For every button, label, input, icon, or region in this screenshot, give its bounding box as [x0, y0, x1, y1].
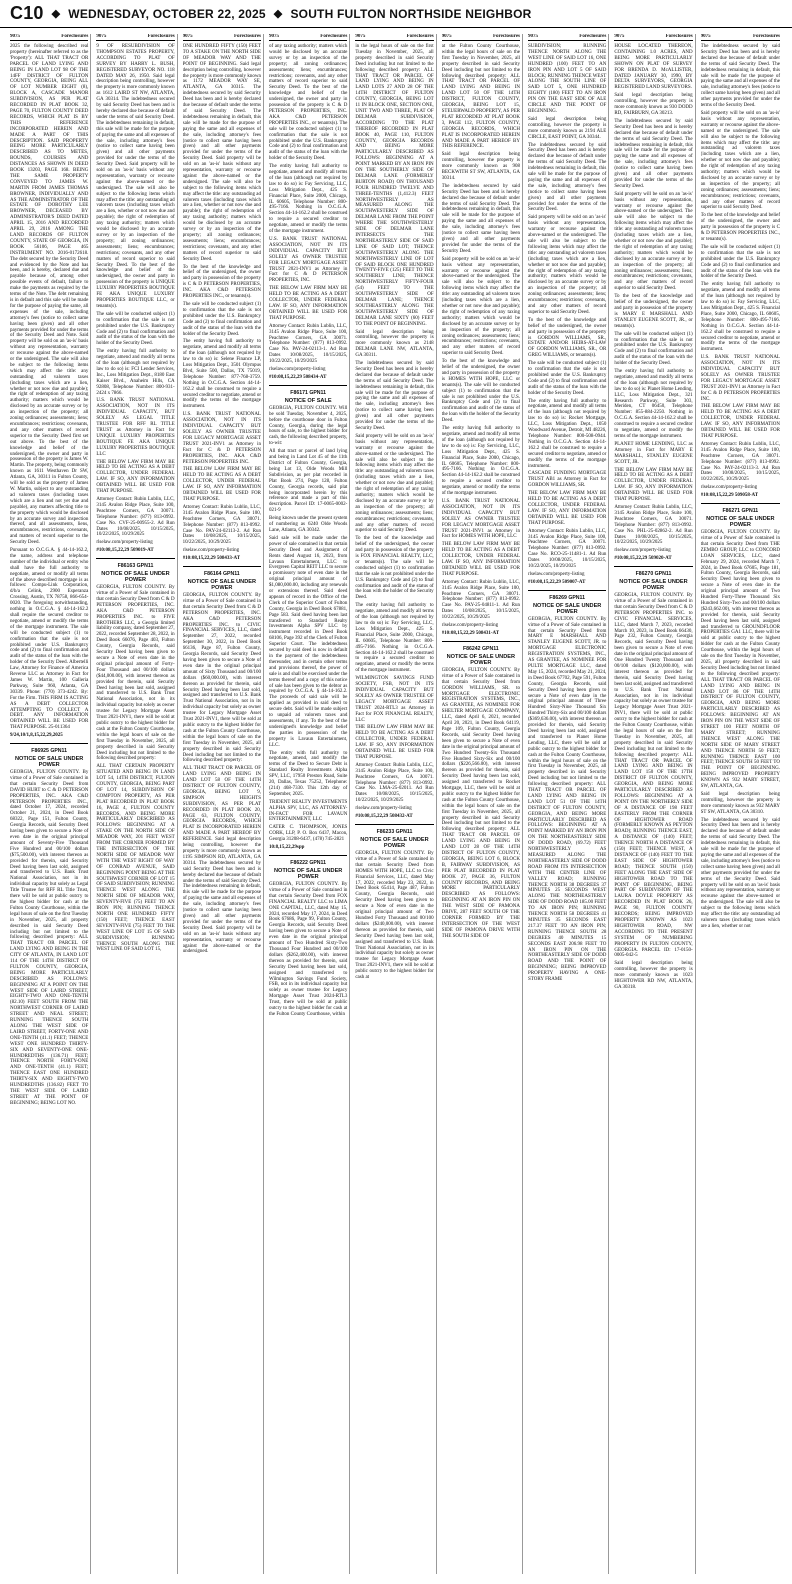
notice-paragraph: Said property will be sold on an 'as-is' basis without any representation, warranty or recourse against the above-named or the undersigned. The sale will also be subject to the following items which may affect the title: any outstanding ad valorem taxes (including taxes which are a lien, whether or not now due and payable); the right of redemption of any taxing authority; matters which would be disclosed by an accurate survey or by an inspection of the property; all zoning ordinances; assessments; liens; encumbrances; restrictions; covenants, and any other matters of record superior to said Security Deed.	[441, 256, 520, 357]
notice-paragraph: THE BELOW LAW FIRM MAY BE HELD TO BE ACTING AS A DEBT COLLECTOR, UNDER FEDERAL LAW. IF SO, ANY INFORMATION OBTAINED WILL BE USED FOR THAT PURPOSE.	[96, 459, 175, 495]
notice-paragraph: rlselaw.com/property-listing	[700, 485, 758, 491]
notice-paragraph: THE BELOW LAW FIRM MAY BE HELD TO BE ACTING AS A DEBT COLLECTOR, UNDER FEDERAL LAW. IF SO, ANY INFORMATION OBTAINED WILL BE USED FOR THAT PURPOSE.	[182, 467, 261, 502]
notice-paragraph: ONE HUNDRED FIFTY (150) FEET TO A STAKE ON THE NORTH SIDE OF MEADOR WAY AND THE POINT OF BEGINNING. Said legal description being controlling, however the property is more commonly known as 1172 MEADOR WAY SE, ATLANTA, GA 30315. The indebtedness secured by said Security Deed has been and is hereby declared due because of default under the terms of said Security Deed. The indebtedness remaining in default, this sale will be made for the purpose of paying the same and all expenses of the sale, including attorney's fees (notice to collect same having been given) and all other payments provided for under the terms of the Security Deed. Said property will be sold on an 'as-is' basis without any representation, warranty or recourse against the above-named or the undersigned. The sale will also be subject to the following items which may affect the title: any outstanding ad valorem taxes (including taxes which are a lien, whether or not now due and payable); the right of redemption of any taxing authority; matters which would be disclosed by an accurate survey or by an inspection of the property; all zoning ordinances; assessments; liens; encumbrances; restrictions; covenants, and any other matters of record superior to said Security Deed.	[182, 44, 261, 262]
category-label: Foreclosures	[320, 34, 348, 39]
notice-paragraph: rlselaw.com/property-listing	[96, 540, 153, 546]
notice-paragraph: Said legal description being controlling, however the property is more commonly known as 930 DODD RD, FAIRBURN, GA 30213.	[614, 93, 693, 116]
notice-column	[10, 34, 91, 1574]
notice-paragraph: To the best of the knowledge and belief of the undersigned, the owner and party in possession of the property is MARY E MARSHALL AND STANLEY EUGENE SCOTT, JR., or tenants(s).	[614, 294, 693, 329]
notice-divider	[701, 503, 780, 504]
notice-paragraph: The indebtedness secured by said Security Deed has been and is hereby declared due because of default under the terms of said Security Deed. The indebtedness remaining in default, this sale will be made for the purpose of paying the same and all expenses of the sale, including attorney's fees (notice to collect same having been given) and all other payments provided for under the terms of the Security Deed.	[528, 142, 607, 213]
notice-paragraph: CATER C. THOMPSON, JONES CORK, LLP, P. O. Box 6437, Macon, Georgia 31208-6437, (478) 745-2821	[269, 825, 348, 843]
notice-paragraph: The entity having full authority to negotiate, amend and modify all terms of the loan (although not required by law to do so) is: Fay Servicing, LLC, Loss Mitigation Dept., 425 S. Financial Place, Suite 2000, Chicago, IL 60605, Telephone Number: 800-495-7166. Nothing in O.C.G.A. Section 44-14-162.2 shall be construed to require a secured creditor to negotiate, amend or modify the terms of the mortgage instrument.	[700, 282, 780, 353]
notice-paragraph: The entity having full authority to negotiate, amend and modify all terms of the loan (although not required by law to do so) is: Fay Servicing, LLC, Loss Mitigation Dept., 425 S. Financial Place, Suite 2000, Chicago, IL 60605, Telephone Number: 800-495-7166. Nothing in O.C.G.A. Section 44-14-162.2 shall be construed to require a secured creditor to negotiate, amend or modify the terms of the mortgage instrument.	[441, 426, 520, 497]
notice-divider	[528, 590, 606, 591]
notice-column	[269, 34, 350, 1574]
notice-title: NOTICE OF SALE UNDER POWER	[532, 602, 602, 615]
notice-paragraph: ALL THAT CERTAIN PROPERTY SITUATED AND BEING IN LAND LOT 54, 14TH DISTRICT, FULTON COUNTY, GEORGIA, BEING PART OF LOT 14, SUBDIVISION OF COMPTON PROPERTY, AS PER PLAT RECORDED IN PLAT BOOK 16, PAGE 4, FULTON COUNTY RECORDS, AND BEING MORE PARTICULARLY DESCRIBED AS FOLLOWS: BEGINNING AT A STAKE ON THE NORTH SIDE OF MEADOR WAY, 201 FEET WEST FROM THE CORNER FORMED BY THE INTERSECTION OF THE NORTH SIDE OF MEADOR WAY WITH THE WEST RIGHT OF WAY OF CONRAD AVENUE, SAID BEGINNING POINT BEING AT THE SOUTHWEST CORNER OF LOT 15 OF SAID SUBDIVISION; RUNNING THENCE WEST ALONG THE NORTH SIDE OF MEADOR WAY, SEVENTY-FIVE (75) FEET TO AN IRON PIN; RUNNING THENCE NORTH ONE HUNDRED FIFTY (150) FEET; THENCE EAST SEVENTY-FIVE (75) FEET TO THE WEST LINE OF LOT 15 OF SAID SUBDIVISION; RUNNING THENCE SOUTH ALONG THE WEST LINE OF SAID LOT 15,	[96, 764, 175, 953]
notice-paragraph: in the legal hours of sale on the first Tuesday in November, 2025, all property described in said Security Deed including but not limited to the following described property: ALL THAT TRACT OR PARCEL OF LAND LYING AND BEING IN LAND LOTS 27 AND 28 OF THE 14TH DISTRICT OF FULTON COUNTY, GEORGIA, BEING LOT 11 IN BLOCK ONE, SECTION ONE, UNIT TWO AND THREE, PLAT OF DELMAR SUBDIVISION, ACCORDING TO THE PLAT THEREOF RECORDED IN PLAT BOOK 40, PAGE 110, FULTON COUNTY, GEORGIA RECORDS AND BEING MORE PARTICULARLY DESCRIBED AS FOLLOWS: BEGINNING AT A POINT MARKED BY AN IRON PIN ON THE SOUTHERLY SIDE OF DELMAR LANE (FORMERLY BURTON ROAD) ON THOUSAND FOUR HUNDRED TWELVE AND THREE-TENTHS (1,412.3) FEET NORTHWESTERLY AS MEASURED ALONG THE SOUTHWESTERLY SIDE OF DELMAR LANE FROM THE POINT WHERE THE SOUTHWESTERLY SIDE OF DELMAR LANE INTERSECTS THE NORTHEASTERLY SIDE OF SAID LINE OF SAID LOT; THENCE SOUTHWESTERLY ALONG THE NORTHWESTERLY LINE OF LOT OF SAID BLOCK ONE HUNDRED TWENTY-FIVE (125) FEET TO THE SOUTHERLY LINE; THENCE NORTHWESTERLY FIFTY-FOUR (54) FEET TO THE SOUTHWESTERLY SIDE OF DELMAR LANE; THENCE SOUTHEASTERLY ALONG THE SOUTHWESTERLY SIDE OF DELMAR LANE SIXTY (60) FEET TO THE POINT OF BEGINNING.	[355, 44, 434, 327]
notice-reference: #10:08,15,22,29 508433-AT	[182, 556, 241, 562]
notice-paragraph: GEORGIA, FULTON COUNTY. By virtue of a Power of Sale contained in that certain Security Deed from C & D PETERSON PROPERTIES INC. to CIVIC FINANCIAL SERVICES, LLC, dated March 7, 2023, recorded March 10, 2023, in Deed Book 66430, Page 232, Fulton County, Georgia Records, said Security Deed having been given to secure a Note of even date in the original principal amount of One Hundred Twenty Thousand and 00/100 dollars ($120,000.00), with interest thereon as provided for therein, said Security Deed having been last sold, assigned and transferred to U.S. Bank Trust National Association, not in its individual capacity but solely as owner trustee for Legacy Mortgage Asset Trust 2021-INV1, there will be sold at public outcry to the highest bidder for cash at the Fulton County Courthouse, within the legal hours of sale on the first Tuesday in November, 2025, all property described in said Security Deed including but not limited to the following described property: ALL THAT TRACT OR PARCEL OF LAND LYING AND BEING IN LAND LOT 150 OF THE 17TH DISTRICT OF FULTON COUNTY, GEORGIA, AND BEING MORE PARTICULARLY DESCRIBED AS FOLLOWS: BEGINNING AT A POINT ON THE NORTHERLY SIDE OF A DISTANCE OF 198 FEET EASTERLY FROM THE CORNER OF HIGHTOWER ROAD (FORMERLY KNOWN AS PEYTON ROAD); RUNNING THENCE EAST, A DISTANCE OF (140) FEET; THENCE NORTH A DISTANCE OF (150) FEET; THENCE WEST, A DISTANCE OF (140) FEET TO THE EAST SIDE OF HIGHTOWER ROAD; THENCE SOUTH (150) FEET ALONG THE EAST SIDE OF HIGHTOWER ROAD TO THE POINT OF BEGINNING, BEING PART OF SUBDIVISION OF THE LAURA DOYLE PROPERTY AS RECORDED IN PLAT BOOK 26, PAGE 90, FULTON COUNTY RECORDS; BEING IMPROVED PROPERTY KNOWN AS 1023 HIGHTOWER ROAD, NW ACCORDING TO THE PRESENT SYSTEM OF NUMBERING PROPERTY IN FULTON COUNTY, GEORGIA. PARCEL ID: 17-0150-0005-042-5	[614, 593, 693, 959]
notice-divider	[442, 641, 520, 642]
notice-column	[183, 34, 264, 1574]
notice-paragraph: The indebtedness secured by said Security Deed has been and is hereby declared due because of default under the terms of said Security Deed. The indebtedness remaining in default, this sale will be made for the purpose of paying the same and all expenses of the sale, including attorney's fees (notice to collect same having been given) and all other payments provided for under the terms of the Security Deed.	[355, 361, 434, 431]
notice-paragraph: The indebtedness secured by said Security Deed has been and is hereby declared due because of default under the terms of said Security Deed. The indebtedness remaining in default, this sale will be made for the purpose of paying the same and all expenses of the sale, including attorney's fees (notice to collect same having been given) and all other payments provided for under the terms of the Security Deed.	[700, 44, 780, 109]
notice-paragraph: U.S. BANK TRUST NATIONAL ASSOCIATION, NOT IN ITS INDIVIDUAL CAPACITY BUT SOLELY AS OWNER TRUSTEE FOR LEGACY MORTGAGE ASSET TRUST 2021-INV1 as Attorney in Fact for C & D PETERSON PROPERTIES INC.	[700, 355, 780, 402]
column-header	[614, 34, 692, 41]
notice-paragraph: To the best of the knowledge and belief of the undersigned, the owner and party in possession of the property is C & D PETERSON PROPERTIES INC., or tenants(s).	[700, 213, 780, 242]
notice-paragraph: Said legal description being controlling, however the property is more commonly known as 1023 HIGHTOWER RD NW, ATLANTA, GA 30318.	[614, 961, 693, 990]
notice-paragraph: THE BELOW LAW FIRM MAY BE HELD TO BE ACTING AS A DEBT COLLECTOR, UNDER FEDERAL LAW. IF SO, ANY INFORMATION OBTAINED WILL BE USED FOR THAT PURPOSE.	[441, 542, 520, 577]
notice-column	[355, 34, 436, 1574]
notice-paragraph: rlselaw.com/property-listing	[182, 548, 240, 554]
notice-reference: #10:08,15,22,29 509019-AT	[96, 548, 154, 554]
notice-paragraph: GEORGIA, FULTON COUNTY. By virtue of a Power of Sale contained in that certain Security Deed from C & D PETERSON PROPERTIES, INC. AKA C&D PETERSON PROPERTIES INC. to CIVIC FINANCIAL SERVICES, LLC, dated September 27, 2022, recorded September 30, 2022, in Deed Book 66136, Page 87, Fulton County, Georgia Records, said Security Deed having been given to secure a Note of even date in the original principal amount of Sixty Thousand and 00/100 dollars ($60,000.00), with interest thereon as provided for therein, said Security Deed having been last sold, assigned and transferred to U.S. Bank Trust National Association, not in its individual capacity but solely as owner trustee for Legacy Mortgage Asset Trust 2021-INV1, there will be sold at public outcry to the highest bidder for cash at the Fulton County Courthouse, within the legal hours of sale on the first Tuesday in November, 2025, all property described in said Security Deed including but not limited to the following described property:	[182, 593, 261, 764]
notice-paragraph: Said property will be sold on an 'as-is' basis without any representation, warranty or recourse against the above-named or the undersigned. The sale will also be subject to the following items which may affect the title: any outstanding ad valorem taxes (including taxes which are a lien, whether or not now due and payable); the right of redemption of any taxing authority; matters which would be disclosed by an accurate survey or by an inspection of the property; all zoning ordinances; assessments; liens; encumbrances; restrictions; covenants, and any other matters of record superior to said Security Deed.	[700, 110, 780, 211]
notice-paragraph: GEORGIA, FULTON COUNTY. By virtue of a Power of Sale contained in that certain Security Deed from GORDON WILLIAMS, SR. to MORTGAGE ELECTRONIC REGISTRATION SYSTEMS, INC., AS GRANTEE, AS NOMINEE FOR SHELTER MORTGAGE COMPANY, LLC, dated April 6, 2021, recorded April 20, 2021, in Deed Book 64119, Page 109, Fulton County, Georgia Records, said Security Deed having been given to secure a Note of even date in the original principal amount of Two Hundred Twenty-Six Thousand Five Hundred Sixty-Six and 00/100 dollars ($226,566.00), with interest thereon as provided for therein, said Security Deed having been last sold, assigned and transferred to Rocket Mortgage, LLC, there will be sold at public outcry to the highest bidder for cash at the Fulton County Courthouse, within the legal hours of sale on the first Tuesday in November, 2025, all property described in said Security Deed including but not limited to the following described property: ALL THAT TRACT OR PARCEL OF LAND LYING AND BEING IN LAND LOT 28 OF THE 14TH DISTRICT OF FULTON COUNTY, GEORGIA, BEING LOT 6, BLOCK B, FAIRWAY SUBDIVISION, AS PER PLAT RECORDED IN PLAT BOOK 27, PAGE 36, FULTON COUNTY RECORDS, AND BEING MORE PARTICULARLY DESCRIBED AS FOLLOWS: BEGINNING AT AN IRON PIN ON THE WEST SIDE OF PAMONA DRIVE, 287 FEET SOUTH OF THE CORNER FORMED BY THE INTERSECTION OF THE WEST SIDE OF PAMONA DRIVE WITH THE SOUTH SIDE OF	[441, 667, 520, 939]
notice-paragraph: The indebtedness secured by said Security Deed has been and is hereby declared due because of default under the terms of said Security Deed. The indebtedness remaining in default, this sale will be made for the purpose of paying the same and all expenses of the sale, including attorney's fees (notice to collect same having been given) and all other payments provided for under the terms of the Security Deed.	[614, 118, 693, 189]
notice-reference: 9/24,10/1,8,15,22,29,2025	[10, 733, 63, 739]
notice-paragraph: TRIDENT REALTY INVESTMENTS ALPHA SPV, LLC, AS ATTORNEY-IN-FACT FOR LAVAUN ENTERTAINMENT, LLC	[269, 799, 348, 823]
category-label: Foreclosures	[147, 34, 175, 39]
notice-paragraph: GEORGIA, FULTON COUNTY. By virtue of a Power of Sale contained in that certain Security Deed from THE ZEMBO GROUP, LLC to CONCORD LOAN SERVICES, LLC, dated February 29, 2024, recorded March 7, 2024, in Deed Book 67605, Page 181, Fulton County, Georgia Records, said Security Deed having been given to secure a Note of even date in the original principal amount of Two Hundred Forty-Three Thousand Six Hundred Sixty-Two and 00/100 dollars ($243,662.00), with interest thereon as provided for therein, said Security Deed having been last sold, assigned and transferred to GROUNDFLOOR PROPERTIES GA1 LLC, there will be sold at public outcry to the highest bidder for cash at the Fulton County Courthouse, within the legal hours of sale on the first Tuesday in November, 2025, all property described in said Security Deed including but not limited to the following described property: ALL THAT TRACT OR PARCEL OF LAND LYING AND BEING IN LAND LOT 86 OF THE 14TH DISTRICT OF FULTON COUNTY, GEORGIA, AND BEING MORE PARTICULARLY DESCRIBED AS FOLLOWS: BEGINNING AT AN IRON PIN ON THE WEST SIDE OF STREET 100 FEET NORTH OF MARY STREET; RUNNING THENCE WEST ALONG THE NORTH SIDE OF MARY STREET AND THENCE NORTH 50 FEET; RUNNING THENCE EAST 100 FEET; THENCE SOUTH 50 FEET TO THE POINT OF BEGINNING. BEING IMPROVED PROPERTY KNOWN AS 932 MARY STREET, SW, ATLANTA, GA.	[700, 530, 780, 790]
notice-paragraph: 9 OF RESUBDIVISION OF THOMPSON ESTATES PROPERTY, ACCORDING TO PLAT OF SURVEY BY HARRY L. BUSH, REGISTERED SURVEYOR NO. 118 DATED MAY 26, 1950. Said legal description being controlling, however the property is more commonly known as 1612 LAIRD ST NW, ATLANTA, GA 30314. The indebtedness secured by said Security Deed has been and is hereby declared due because of default under the terms of said Security Deed. The indebtedness remaining in default, this sale will be made for the purpose of paying the same and all expenses of the sale, including attorney's fees (notice to collect same having been given) and all other payments provided for under the terms of the Security Deed. Said property will be sold on an 'as-is' basis without any representation, warranty or recourse against the above-named or the undersigned. The sale will also be subject to the following items which may affect the title: any outstanding ad valorem taxes (including taxes which are a lien, whether or not now due and payable); the right of redemption of any taxing authority; matters which would be disclosed by an accurate survey or by an inspection of the property; all zoning ordinances; assessments; liens; encumbrances; restrictions; covenants, and any other matters of record superior to said Security Deed. To the best of the knowledge and belief of the undersigned, the owner and party in possession of the property is UNIQUE LUXURY PROPERTIES BOUTIQUE FE AKA UNIQUE LUXURY PROPERTIES BOUTIQUE LLC, or tenants(s).	[96, 44, 175, 309]
notice-paragraph: Said legal description being controlling, however the property is more commonly known as 2194 ALE CIRCLE, EAST POINT, GA 30344.	[528, 116, 607, 140]
notice-paragraph: rlselaw.com/property-listing	[269, 367, 326, 373]
notice-paragraph: GEORGIA, FULTON COUNTY. By virtue of a Power of Sale contained in that certain Security Deed from FOX FINANCIAL REALTY LLC to LIMA ONE CAPITAL, LLC, dated May 15, 2024, recorded May 17, 2024, in Deed Book 67686, Page 99, Fulton County, Georgia Records, said Security Deed having been given to secure a Note of even date in the original principal amount of Two Hundred Sixty-Two Thousand Four Hundred and 00/100 dollars ($262,400.00), with interest thereon as provided for therein, said Security Deed having been last sold, assigned and transferred to Wilmington Savings Fund Society, FSB, not in its individual capacity but solely as owner trustee for Legacy Mortgage Asset Trust 2024-RTL3 Trust, there will be sold at public outcry to the highest bidder for cash at the Fulton County Courthouse, within	[269, 882, 348, 1017]
notice-title: NOTICE OF SALE UNDER POWER	[14, 756, 84, 769]
notice-column	[96, 34, 177, 1574]
column-header	[442, 34, 520, 41]
notice-paragraph: Said sale will be made under the power of sale contained in that certain Security Deed and Assignment of Rents dated August 16, 2023, from Lavaun Entertainment, LLC to Evergreen Capital REIT LLC to secure a promissory note of even date in the original principal amount of $1,080,000.00, including any renewals or extensions thereof. Said deed appears of record in the Office of the Clerk of the Superior Court of Fulton County, Georgia in Deed Book 67881, Page 583. Said deed having been last transferred to Standard Realty Investments Alpha SPV LLC by instrument recorded in Deed Book 68106, Page 392 of the Clerk of Fulton Superior Court. The indebtedness secured by said deed is now in default in the payment of the indebtedness thereunder, and in certain other terms and provisions thereof, the power of sale is and shall be exercised under the terms thereof and a copy of this notice of sale has been given to the debtor as required by O.C.G.A. § 44-14-162.2. The proceeds of said sale will be applied as provided in said deed to secure debt. Said will be made subject to unpaid ad valorem taxes and assessments, if any. To the best of the undersigned's knowledge and belief the parties in possession of the property is Lavaun Entertainment, LLC.	[269, 535, 348, 748]
category-code: 9075	[96, 34, 107, 39]
column-header	[355, 34, 433, 41]
notice-paragraph: Being known under the present system of numbering as 6240 Olde Woods Lane, Atlanta, GA 30342.	[269, 516, 348, 533]
column-header	[269, 34, 347, 41]
category-code: 9075	[441, 34, 452, 39]
notice-paragraph: THE BELOW LAW FIRM MAY BE HELD TO BE ACTING AS A DEBT COLLECTOR, UNDER FEDERAL LAW. IF SO, ANY INFORMATION OBTAINED WILL BE USED FOR THAT PURPOSE.	[269, 286, 348, 321]
notice-paragraph: THE BELOW LAW FIRM MAY BE HELD TO BE ACTING AS A DEBT COLLECTOR, UNDER FEDERAL LAW. IF SO, ANY INFORMATION OBTAINED WILL BE USED FOR THAT PURPOSE.	[614, 467, 693, 503]
notice-divider	[183, 566, 261, 567]
notice-paragraph: The indebtedness secured by said Security Deed has been and is hereby declared due because of default under the terms of said Security Deed. The indebtedness remaining in default, this sale will be made for the purpose of paying the same and all expenses of the sale, including attorney's fees (notice to collect same having been given) and all other payments provided for under the terms of the Security Deed. Said property will be sold on an 'as-is' basis without any representation, warranty or recourse against the above-named or the undersigned. The sale will also be subject to the following items which may affect the title: any outstanding ad valorem taxes (including taxes which are a lien, whether or not	[700, 817, 780, 929]
notice-paragraph: WILMINGTON SAVINGS FUND SOCIETY, FSB, NOT IN ITS INDIVIDUAL CAPACITY BUT SOLELY AS OWNER TRUSTEE OF LEGACY MORTGAGE ASSET TRUST 2024-RTL3 as Attorney in Fact for FOX FINANCIAL REALTY, LLC	[355, 676, 434, 723]
section-title: SOUTH FULTON NORTHSIDE NEIGHBOR	[290, 6, 532, 21]
notice-title: NOTICE OF SALE UNDER POWER	[187, 579, 257, 592]
notice-paragraph: The entity having full authority to negotiate, amend and modify all terms of the loan (although not required by law to do so) is: Planet Home Lending, LLC, Loss Mitigation Dept., 321 Research Parkway, Suite 303, Meriden, CT 06450, Telephone Number: 855-884-2250. Nothing in O.C.G.A. Section 44-14-162.2 shall be construed to require a secured creditor to negotiate, amend or modify the terms of the mortgage instrument.	[614, 369, 693, 439]
notice-paragraph: The entity with full authority to negotiate, amend, and modify the terms of the Deed to Secure Debt is Standard Realty Investments Alpha SPV, LLC, 17950 Preston Road, Suite 20, Dallas, Texas 75252, Telephone: (214) 468-7330. This 12th day of September, 2025.	[269, 750, 348, 797]
notice-id: F86164 GPN11	[203, 571, 240, 578]
notice-title: NOTICE OF SALE UNDER POWER	[360, 837, 429, 849]
column-header	[528, 34, 606, 41]
notice-paragraph: GEORGIA, FULTON COUNTY. Will be sold Tuesday, November 4, 2025, before the courthouse door in Fulton County, Georgia, during the legal hours of sale, to the highest bidder for cash, the following described property, to-wit:	[269, 405, 348, 447]
notice-reference: 10:8,15,22,29spp	[269, 845, 305, 851]
notice-reference: #10:08,15,22,29 508434-AT	[269, 374, 327, 380]
notice-column	[614, 34, 695, 1574]
notice-id: F86269 GPN11	[549, 594, 586, 601]
category-label: Foreclosures	[61, 34, 89, 39]
notice-reference: #10:08,15,22,29 509058-AT	[700, 493, 759, 499]
notice-column	[528, 34, 609, 1574]
notice-divider	[269, 385, 347, 386]
notice-divider	[269, 855, 347, 856]
notice-divider	[96, 558, 174, 559]
notice-paragraph: To the best of the knowledge and belief of the undersigned, the owner and party in possession of the property is HOMES WITH HOPE, LLC or tenants(s). The sale will be conducted subject (1) to confirmation that the sale is not prohibited under the U.S. Bankruptcy Code and (2) to final confirmation and audit of the status of the loan with the holder of the Security Deed.	[441, 359, 520, 424]
category-label: Foreclosures	[579, 34, 607, 39]
notice-paragraph: Said legal description being controlling, however the property is more commonly known as 908 BECKWITH ST SW, ATLANTA, GA 30314.	[441, 152, 520, 181]
notice-paragraph: rlselaw.com/property-listing	[441, 623, 499, 629]
notice-paragraph: Attorney Contact: Rubin Lublin, LLC, 3145 Avalon Ridge Place, Suite 100, Peachtree Corners, GA 30071. Telephone Number: (877) 813-0992. Case No. PAY-25-04811-1. Ad Run Dates 10/08/2025, 10/15/2025, 10/22/2025, 10/29/2025	[441, 579, 520, 621]
category-code: 9075	[614, 34, 625, 39]
notice-paragraph: SUBDIVISION; RUNNING THENCE NORTH ALONG THE WEST LINE OF SAID LOT 16, ONE HUNDRED (100) FEET TO AN IRON PIN AND LOT 5 OF SAID BLOCK; RUNNING THENCE WEST ALONG THE SOUTH LINE OF SAID LOT 5, ONE HUNDRED EIGHTY (180) FEET TO AN IRON PIN ON THE EAST SIDE OF ALE CIRCLE AND THE POINT OF BEGINNING.	[528, 44, 607, 114]
notice-paragraph: Attorney Contact: Rubin Lublin, LLC, 3145 Avalon Ridge Place, Suite 100, Peachtree Corners, GA 30071. Telephone Number: (877) 813-0992. Case No. PAY-24-02113-2. Ad Run Dates 10/08/2025, 10/15/2025, 10/22/2025, 10/29/2025	[182, 504, 261, 546]
notice-title: NOTICE OF SALE	[284, 397, 332, 404]
notice-paragraph: THE BELOW LAW FIRM MAY BE HELD TO BE ACTING AS A DEBT COLLECTOR, UNDER FEDERAL LAW. IF SO, ANY INFORMATION OBTAINED WILL BE USED FOR THAT PURPOSE.	[528, 491, 607, 526]
notice-paragraph: rlselaw.com/property-listing	[528, 571, 585, 577]
notice-paragraph: The sale will be conducted subject (1) to confirmation that the sale is not prohibited under the U.S. Bankruptcy Code and (2) to final confirmation and audit of the status of the loan with the holder of the Security Deed.	[614, 331, 693, 367]
notice-paragraph: The indebtedness secured by said Security Deed has been and is hereby declared due because of default under the terms of said Security Deed. The indebtedness remaining in default, this sale will be made for the purpose of paying the same and all expenses of the sale, including attorney's fees (notice to collect same having been given) and all other payments provided for under the terms of the Security Deed.	[441, 183, 520, 254]
diamond-icon: ◆	[51, 8, 61, 20]
notice-paragraph: Attorney Contact: Rubin Lublin, LLC, 3145 Avalon Ridge Place, Suite 100, Peachtree Corners, GA 30071. Telephone Number: (877) 813-0992. Case No. LMA-25-02011. Ad Run Dates 10/08/2025, 10/15/2025, 10/22/2025, 10/29/2025	[355, 762, 434, 804]
diamond-icon: ◆	[273, 8, 283, 20]
notice-id: F86163 GPN11	[117, 563, 154, 570]
notice-paragraph: The entity having full authority to negotiate, amend and modify all terms of the loan (although not required by law to do so) is: Fay Servicing, LLC, Loss Mitigation Dept., 425 S. Financial Place, Suite 2000, Chicago, IL 60605, Telephone Number: 800-495-7166. Nothing in O.C.G.A. Section 44-14-162.2 shall be construed to require a secured creditor to negotiate, amend or modify the terms of the mortgage instrument.	[269, 164, 348, 235]
notice-id: F86925 GPN11	[31, 748, 68, 755]
category-label: Foreclosures	[752, 34, 780, 39]
category-label: Foreclosures	[406, 34, 434, 39]
notice-paragraph: Attorney Contact: Rubin Lublin, LLC, 3145 Avalon Ridge Place, Suite 100, Peachtree Corners, GA 30071. Telephone Number: (877) 813-0992. Case No. PHL-25-02862-2. Ad Run Dates 10/08/2025, 10/15/2025, 10/22/2025, 10/29/2025	[614, 504, 693, 546]
notice-paragraph: Attorney Contact: Rubin Lublin, LLC, 3145 Avalon Ridge Place, Suite 100, Peachtree Corners, GA 30071. Telephone Number: (877) 813-0992. Case No. CVF-25-00955-2. Ad Run Dates 10/08/2025, 10/15/2025, 10/22/2025, 10/29/2025	[96, 496, 175, 538]
legal-notices-page	[10, 34, 782, 1574]
notice-paragraph: Attorney Contact: Rubin Lublin, LLC, 3145 Avalon Ridge Place, Suite 100, Peachtree Corners, GA 30071. Telephone Number: (877) 813-0992. Case No. RCO-25-11481-1. Ad Run Dates 10/08/2025, 10/15/2025, 10/22/2025, 10/29/2025	[528, 528, 607, 570]
notice-title: NOTICE OF SALE UNDER POWER	[273, 868, 343, 880]
notice-paragraph: Said property will be sold on an 'as-is' basis without any representation, warranty or recourse against the above-named or the undersigned. The sale will also be subject to the following items which may affect the title: any outstanding ad valorem taxes (including taxes which are a lien, whether or not now due and payable); the right of redemption of any taxing authority; matters which would be disclosed by an accurate survey or by an inspection of the property; all zoning ordinances; assessments; liens; encumbrances; restrictions; covenants, and any other matters of record superior to said Security Deed.	[355, 433, 434, 534]
notice-reference: #10:08,15,22,29 509007-AT	[528, 579, 586, 585]
notice-paragraph: THE BELOW LAW FIRM MAY BE HELD TO BE ACTING AS A DEBT COLLECTOR, UNDER FEDERAL LAW. IF SO, ANY INFORMATION OBTAINED WILL BE USED FOR THAT PURPOSE.	[355, 725, 434, 760]
notice-paragraph: GEORGIA, FULTON COUNTY. By virtue of a Power of Sale contained in that certain Security Deed from DAVID HURT to C & D PETERSON PROPERTIES, INC. AKA C&D PETERSON PROPERTIES INC., dated October 17, 2024, recorded October 21, 2024, in Deed Book 68322, Page 151, Fulton County, Georgia Records, said Security Deed having been given to secure a Note of even date in the original principal amount of Seventy-Five Thousand Five Hundred and 00/100 dollars ($75,500.00), with interest thereon as provided for therein, said Security Deed having been last sold, assigned and transferred to U.S. Bank Trust National Association, not in its individual capacity but solely as Legal Title Trustee for RFF RL Title Trust, there will be sold at public outcry to the highest bidder for cash at the Fulton County Courthouse, within the legal hours of sale on the first Tuesday in November, 2025, all property described in said Security Deed including but not limited to the following described property: ALL THAT TRACT OR PARCEL OF LAND LYING AND BEING IN THE CITY OF ATLANTA, IN LAND LOT 114 OF THE 14TH DISTRICT OF FULTON COUNTY, GEORGIA, BEING MORE PARTICULARLY DESCRIBED AS FOLLOWS: BEGINNING AT A POINT ON THE WEST SIDE OF LAIRD STREET, EIGHTY-TWO AND ONE-TENTH (82.10) FEET SOUTH FROM THE NORTHWEST CORNER OF LAIRD STREET AND NEAL STREET; RUNNING THENCE SOUTH ALONG THE WEST SIDE OF LAIRD STREET, FORTY-ONE AND ONE-TENTH (41.1) FEET; THENCE WEST ONE HUNDRED THIRTY-SIX AND SEVENTY-ONE ONE-HUNDREDTHS (136.71) FEET; THENCE NORTH FORTY-ONE AND ONE-TENTH (41.1) FEET; THENCE EAST ONE HUNDRED THIRTY-SIX AND EIGHTY-TWO HUNDREDTHS (136.82) FEET TO THE WEST SIDE OF LAIRD STREET AT THE POINT OF BEGINNING; BEING LOT NO.	[10, 770, 89, 1106]
notice-paragraph: U.S. BANK TRUST NATIONAL ASSOCIATION, NOT IN ITS INDIVIDUAL CAPACITY, BUT SOLELY AS LEGAL TITLE TRUSTEE FOR RFF RL TITLE TRUST as Attorney in Fact for UNIQUE LUXURY PROPERTIES BOUTIQUE FE AKA UNIQUE LUXURY PROPERTIES BOUTIQUE LLC	[96, 398, 175, 457]
column-header	[701, 34, 780, 41]
category-code: 9075	[355, 34, 366, 39]
notice-id: F86271 GPN11	[722, 508, 759, 515]
notice-paragraph: The sale will be conducted subject (1) to confirmation that the sale is not prohibited under the U.S. Bankruptcy Code and (2) to final confirmation and audit of the status of the loan with the holder of the Security Deed.	[96, 311, 175, 347]
notice-paragraph: U.S. BANK TRUST NATIONAL ASSOCIATION, NOT IN ITS INDIVIDUAL CAPACITY BUT SOLELY AS OWNER TRUSTEE FOR LEGACY MORTGAGE ASSET TRUST 2021-INV1 as Attorney in Fact for C & D PETERSON PROPERTIES, INC.	[269, 237, 348, 284]
notice-paragraph: Attorney Contact: Rubin Lublin, LLC, 3145 Avalon Ridge Place, Suite 100, Peachtree Corners, GA 30071. Telephone Number: (877) 813-0992. Case No. PAY-24-02113-3. Ad Run Dates 10/08/2025, 10/15/2025, 10/22/2025, 10/29/2025	[700, 441, 780, 483]
notice-paragraph: of any taxing authority; matters which would be disclosed by an accurate survey or by an inspection of the property; all zoning ordinances; assessments; liens; encumbrances; restrictions; covenants, and any other matters of record superior to said Security Deed. To the best of the knowledge and belief of the undersigned, the owner and party in possession of the property is C & D PETERSON PROPERTIES, INC. AKA C&D PETERSON PROPERTIES INC., or tenants(s). The sale will be conducted subject (1) to confirmation that the sale is not prohibited under the U.S. Bankruptcy Code and (2) to final confirmation and audit of the status of the loan with the holder of the Security Deed.	[269, 44, 348, 162]
notice-column	[701, 34, 782, 1574]
category-label: Foreclosures	[492, 34, 520, 39]
notice-paragraph: HOUSE LOCATED THEREON, CONTAINING 1.0 ACRES, AND BEING MORE PARTICULARLY SHOWN ON PLAT OF SURVEY FOR BRENDA D. McALLISTER, DATED JANUARY 30, 1990, BY DELTA SURVEYORS, GEORGIA REGISTERED LAND SURVEYORS.	[614, 44, 693, 91]
column-header	[10, 34, 88, 41]
category-label: Foreclosures	[665, 34, 693, 39]
notice-paragraph: Said legal description being controlling, however the property is more commonly known as 2148 DELMAR LANE NW, ATLANTA, GA 30311.	[355, 329, 434, 359]
notice-id: F86242 GPN11	[462, 645, 499, 652]
page-number: C10	[10, 3, 44, 23]
notice-reference: #10:08,15,22,29 508431-AT	[441, 631, 500, 636]
category-label: Foreclosures	[233, 34, 261, 39]
column-header	[96, 34, 174, 41]
notice-paragraph: THE BELOW LAW FIRM MAY BE HELD TO BE ACTING AS A DEBT COLLECTOR, UNDER FEDERAL LAW. IF SO, ANY INFORMATION OBTAINED WILL BE USED FOR THAT PURPOSE.	[700, 404, 780, 439]
column-header	[183, 34, 261, 41]
category-code: 9075	[700, 34, 711, 39]
notice-paragraph: at the Fulton County Courthouse, within the legal hours of sale on the first Tuesday in November, 2025, all property described in said Security Deed including but not limited to the following described property: ALL THAT TRACT OR PARCEL OF LAND LYING AND BEING IN LAND LOT 50 OF THE 14TH DISTRICT, FULTON COUNTY, GEORGIA, BEING LOT 15, STEUERWALD PROPERTY, AS PER PLAT RECORDED AT PLAT BOOK 3, PAGE 112, FULTON COUNTY, GEORGIA RECORDS, WHICH PLAT IS INCORPORATED HEREIN AND MADE A PART HEREOF BY THIS REFERENCE.	[441, 44, 520, 150]
notice-paragraph: rlselaw.com/property-listing	[614, 548, 671, 554]
notice-id: F86171 GPN11	[290, 389, 327, 396]
notice-column	[442, 34, 523, 1574]
notice-paragraph: To the best of the knowledge and belief of the undersigned, the owner and party in possession of the property is C & D PETERSON PROPERTIES, INC. AKA C&D PETERSON PROPERTIES INC., or tenants(s).	[182, 264, 261, 300]
notice-title: NOTICE OF SALE UNDER POWER	[101, 571, 170, 584]
notice-paragraph: GEORGIA, FULTON COUNTY. By virtue of a Power of Sale contained in that certain Security Deed from MARY E MARSHALL AND STANLEY EUGENE SCOTT, JR. to MORTGAGE ELECTRONIC REGISTRATION SYSTEMS, INC., AS GRANTEE, AS NOMINEE FOR PULTE MORTGAGE LLC, dated May 15, 2024, recorded May 21, 2024, in Deed Book 67702, Page 591, Fulton County, Georgia Records, said Security Deed having been given to secure a Note of even date in the original principal amount of Three Hundred Sixty-Nine Thousand Six Hundred Thirty-Six and 00/100 dollars ($369,636.00), with interest thereon as provided for therein, said Security Deed having been last sold, assigned and transferred to Planet Home Lending, LLC, there will be sold at public outcry to the highest bidder for cash at the Fulton County Courthouse, within the legal hours of sale on the first Tuesday in November, 2025, all property described in said Security Deed including but not limited to the following described property: ALL THAT TRACT OR PARCEL OF LAND LYING AND BEING IN LAND LOT 51 OF THE 14TH DISTRICT OF FULTON COUNTY, GEORGIA, AND BEING MORE PARTICULARLY DESCRIBED AS FOLLOWS: BEGINNING AT A POINT MARKED BY AN IRON PIN ON THE NORTHEASTERLY SIDE OF DODD ROAD, (69.72) FEET NORTHWESTERLY AS MEASURED ALONG THE NORTHEASTERLY SIDE OF DODD ROAD FROM ITS INTERSECTION WITH THE CENTER LINE OF VALLEY ROAD; RUNNING THENCE NORTH 38 DEGREES 37 MINUTES 25 SECONDS WEST ALONG THE NORTHEASTERLY SIDE OF DODD ROAD 185.00 FEET TO AN IRON PIN; RUNNING THENCE NORTH 58 DEGREES 41 MINUTES 35 SECONDS EAST 217.37 FEET TO AN IRON PIN; RUNNING THENCE SOUTH 28 DEGREES 40 MINUTES 15 SECONDS EAST 206.98 FEET TO AN IRON PIN ON THE NORTHEASTERLY SIDE OF DODD ROAD AND THE POINT OF BEGINNING; BEING IMPROVED PROPERTY HAVING A ONE-STORY FRAME	[528, 616, 607, 983]
notice-paragraph: PLANET HOME LENDING, LLC as Attorney in Fact for MARY E MARSHALL, STANLEY EUGENE SCOTT, JR.	[614, 441, 693, 465]
notice-paragraph: Said property will be sold on an 'as-is' basis without any representation, warranty or recourse against the above-named or the undersigned. The sale will also be subject to the following items which may affect the title: any outstanding ad valorem taxes (including taxes which are a lien, whether or not now due and payable); the right of redemption of any taxing authority; matters which would be disclosed by an accurate survey or by an inspection of the property; all zoning ordinances; assessments; liens; encumbrances; restrictions; covenants, and any other matters of record superior to said Security Deed.	[614, 191, 693, 292]
notice-paragraph: The entity having full authority to negotiate, amend and modify all terms of the loan (although not required by law to do so) is: Rocket Mortgage, LLC, Loss Mitigation Dept., 1050 Woodward Avenue, Detroit, MI 48226, Telephone Number: 800-508-0944. Nothing in O.C.G.A. Section 44-14-162.2 shall be construed to require a secured creditor to negotiate, amend or modify the terms of the mortgage instrument.	[528, 398, 607, 469]
notice-paragraph: The entity having full authority to negotiate, amend and modify all terms of the loan (although not required by law to do so) is: FCI Lender Services, Inc., Loss Mitigation Dept., 8180 East Kaiser Blvd., Anaheim Hills, CA 92808, Telephone Number: 800-931-2424 x 7866.	[96, 349, 175, 396]
notice-title: NOTICE OF SALE UNDER POWER	[706, 516, 775, 529]
notice-divider	[355, 824, 433, 825]
notice-reference: #10:08,15,22,29 508432-AT	[355, 814, 413, 820]
notice-paragraph: Said property will be sold on an 'as-is' basis without any representation, warranty or recourse against the above-named or the undersigned. The sale will also be subject to the following items which may affect the title: any outstanding ad valorem taxes (including taxes which are a lien, whether or not now due and payable); the right of redemption of any taxing authority; matters which would be disclosed by an accurate survey or by an inspection of the property; all zoning ordinances; assessments; liens; encumbrances; restrictions; covenants, and any other matters of record superior to said Security Deed.	[528, 215, 607, 315]
notice-id: F86222 GPN11	[290, 860, 327, 866]
notice-paragraph: The sale will be conducted subject (1) to confirmation that the sale is not prohibited under the U.S. Bankruptcy Code and (2) to final confirmation and audit of the status of the loan with the holder of the Security Deed.	[182, 301, 261, 337]
notice-paragraph: CASCADE FUNDING MORTGAGE TRUST AB1 as Attorney in Fact for GORDON WILLIAMS, SR.	[528, 471, 607, 489]
notice-paragraph: GEORGIA, FULTON COUNTY. By virtue of a Power of Sale contained in that certain Security Deed from C & D PETERSON PROPERTIES, INC. AKA C&D PETERSON PROPERTIES INC. to FIVE BROTHERS LLC, a Georgia limited liability company, dated September 27, 2022, recorded September 28, 2022, in Deed Book 66076, Page 403, Fulton County, Georgia Records, said Security Deed having been given to secure a Note of even date in the original principal amount of Forty-Four Thousand and 00/100 dollars ($44,000.00), with interest thereon as provided for therein, said Security Deed having been last sold, assigned and transferred to U.S. Bank Trust National Association, not in its individual capacity but solely as owner trustee for Legacy Mortgage Asset Trust 2021-INV1, there will be sold at public outcry to the highest bidder for cash at the Fulton County Courthouse, within the legal hours of sale on the first Tuesday in November, 2025, all property described in said Security Deed including but not limited to the following described property:	[96, 585, 175, 762]
notice-id: F86233 GPN11	[376, 829, 413, 835]
category-code: 9075	[10, 34, 20, 39]
category-code: 9075	[269, 34, 279, 39]
notice-paragraph: The sale will be conducted subject (1) to confirmation that the sale is not prohibited under the U.S. Bankruptcy Code and (2) to final confirmation and audit of the status of the loan with the holder of the Security Deed.	[700, 244, 780, 280]
notice-paragraph: The sale will be conducted subject (1) to confirmation that the sale is not prohibited under the U.S. Bankruptcy Code and (2) to final confirmation and audit of the status of the loan with the holder of the Security Deed.	[528, 361, 607, 396]
issue-date: WEDNESDAY, OCTOBER 22, 2025	[68, 6, 266, 21]
notice-paragraph: U.S. BANK TRUST NATIONAL ASSOCIATION, NOT IN ITS INDIVIDUAL CAPACITY BUT SOLELY AS OWNER TRUSTEE FOR LEGACY MORTGAGE ASSET TRUST 2021-INV1 as Attorney in Fact for HOMES WITH HOPE, LLC	[441, 498, 520, 540]
notice-paragraph: GEORGIA, FULTON COUNTY. By virtue of a Power of Sale contained in that certain Security Deed from HOMES WITH HOPE, LLC to Civic Financial Services, LLC, dated May 17, 2022, recorded May 23, 2022, in Deed Book 65414, Page 487, Fulton County, Georgia Records, said Security Deed having been given to secure a Note of even date in the original principal amount of Two Hundred Forty Thousand and 00/100 dollars ($240,000.00), with interest thereon as provided for therein, said Security Deed having been last sold, assigned and transferred to U.S. Bank Trust National Association, not in its individual capacity but solely as owner trustee for Legacy Mortgage Asset Trust 2021-INV1, there will be sold at public outcry to the highest bidder for cash at	[355, 851, 434, 981]
notice-divider	[614, 566, 692, 567]
notice-paragraph: The entity having full authority to negotiate, amend and modify all terms of the loan (although not required by law to do so) is: Selene Finance LP, Loss Mitigation Dept., 3501 Olympus Blvd, Suite 500, Dallas, TX 75019, Telephone Number: 877-768-3759. Nothing in O.C.G.A. Section 44-14-162.2 shall be construed to require a secured creditor to negotiate, amend or modify the terms of the mortgage instrument.	[182, 339, 261, 410]
category-code: 9075	[528, 34, 538, 39]
notice-id: F86270 GPN11	[635, 571, 672, 578]
notice-title: NOTICE OF SALE UNDER POWER	[446, 653, 516, 666]
notice-paragraph: To the best of the knowledge and belief of the undersigned, the owner and party in possession of the property is FOX FINANCIAL REALTY, LLC, or tenants(s). The sale will be conducted subject (1) to confirmation that the sale is not prohibited under the U.S. Bankruptcy Code and (2) to final confirmation and audit of the status of the loan with the holder of the Security Deed.	[355, 536, 434, 601]
notice-paragraph: Attorney Contact: Rubin Lublin, LLC, 3145 Avalon Ridge Place, Suite 100, Peachtree Corners, GA 30071. Telephone Number: (877) 813-0992. Case No. PAY-24-02113-1. Ad Run Dates 10/08/2025, 10/15/2025, 10/22/2025, 10/29/2025	[269, 323, 348, 365]
category-code: 9075	[182, 34, 193, 39]
notice-paragraph: U.S. BANK TRUST NATIONAL ASSOCIATION, NOT IN ITS INDIVIDUAL CAPACITY BUT SOLELY AS OWNER TRUSTEE FOR LEGACY MORTGAGE ASSET TRUST 2021-INV1 as Attorney in Fact for C & D PETERSON PROPERTIES, INC. AKA C&D PETERSON PROPERTIES INC.	[182, 412, 261, 465]
notice-reference: #10:08,15,22,29 509020-AT	[614, 556, 672, 562]
notice-paragraph: Said legal description being controlling, however the property is more commonly known as 932 MARY ST SW, ATLANTA, GA 30310.	[700, 791, 780, 815]
notice-paragraph: To the best of the knowledge and belief of the undersigned, the owner and party in possession of the property is GORDON WILLIAMS, SR., ESTATE AND/OR HEIRS-AT-LAW OF GORDON WILLIAMS, SR., OR GREG WILLIAMS, or tenants(s).	[528, 317, 607, 359]
notice-divider	[10, 743, 88, 744]
page-header	[0, 0, 792, 28]
notice-paragraph: All that tract or parcel of land lying and being in Land Lot 45 of the 11th District of Fulton County, Georgia, being Lot 13, Olde Woods Mill Subdivision, as per plat recorded in Plat Book 274, Page 128, Fulton County, Georgia records, said plat being incorporated herein by this reference and made a part of this description. Parcel ID: 17-0065-0002-021-9	[269, 449, 348, 514]
notice-paragraph: Pursuant to O.C.G.A. § 44-14-162.2, the name, address and telephone number of the individual or entity who shall have the full authority to negotiate, amend or modify all terms of the above described mortgage is as follows: Compu-Link Corporation, d/b/a Celink, 2900 Esperanza Crossing, Austin, TX 78758, 866-654-0020. The foregoing notwithstanding, nothing in O.C.G.A. § 44-14-162.2 shall require the secured creditor to negotiate, amend or modify the terms of the mortgage instrument. The sale will be conducted subject (1) to confirmation that the sale is not prohibited under U.S. Bankruptcy code and (2) to final confirmation and audit of the status of the loan with the holder of the Security Deed. Albertelli Law, Attorney for Finance of America Reverse LLC as Attorney in Fact for James W. Martin, 100 Galleria Parkway, Suite 960, Atlanta, GA 30339. Phone: (770) 373-4242. By: For the Firm. THIS FIRM IS ACTING AS A DEBT COLLECTOR ATTEMPTING TO COLLECT A DEBT. ANY INFORMATION OBTAINED WILL BE USED FOR THAT PURPOSE. 25-011364	[10, 548, 89, 731]
notice-paragraph: The entity having full authority to negotiate, amend and modify all terms of the loan (although not required by law to do so) is: Fay Servicing, LLC, Loss Mitigation Dept., 425 S. Financial Place, Suite 2000, Chicago, IL 60605, Telephone Number: 800-495-7166. Nothing in O.C.G.A. Section 44-14-162.2 shall be construed to require a secured creditor to negotiate, amend or modify the terms of the mortgage instrument.	[355, 603, 434, 674]
notice-paragraph: rlselaw.com/property-listing	[355, 806, 412, 812]
notice-title: NOTICE OF SALE UNDER POWER	[619, 579, 688, 592]
notice-paragraph: ALL THAT TRACT OR PARCEL OF LAND LYING AND BEING IN LAND LOT 58 OF THE 14TH DISTRICT OF FULTON COUNTY, GEORGIA, BEING LOT 9, SIMPSON HEIGHTS SUBDIVISION, AS PER PLAT RECORDED IN PLAT BOOK 20, PAGE 63, FULTON COUNTY, GEORGIA RECORDS, WHICH PLAT IS INCORPORATED HEREIN AND MADE A PART HEREOF BY REFERENCE. Said legal description being controlling, however the property is more commonly known as 1195 SIMPSON RD, ATLANTA, GA 30314. The indebtedness secured by said Security Deed has been and is hereby declared due because of default under the terms of said Security Deed. The indebtedness remaining in default, this sale will be made for the purpose of paying the same and all expenses of the sale, including attorney's fees (notice to collect same having been given) and all other payments provided for under the terms of the Security Deed. Said property will be sold on an 'as-is' basis without any representation, warranty or recourse against the above-named or the undersigned.	[182, 766, 261, 955]
notice-paragraph: 2025 the following described real property (hereinafter referred to as the 'Property'): ALL THAT TRACT OR PARCEL OF LAND LYING AND BEING IN LAND LOT 98 OF THE 14FF DISTRICT OF FULTON COUNTY, GEORGIA, BEING ALL OF LOT NUMBER EIGHT (8), BLOCK A, CASCADE MANOR SUBDIVISION, AS PER PLAT RECORDED IN PLAT BOOK 32, PAGE 70, FULTON COUNTY DEED RECORDS, WHICH PLAT IS BY THIS REFERENCE INCORPORATED HEREIN AND MADE A PART OF THIS DESCRIPTION. SAID PROPERTY BEING MORE PARTICULARLY DESCRIBED AS TO METES, BOUNDS, COURSES AND DISTANCES AS SHOWN IN DEED BOOK 13203, PAGE 168. BEING THE SAME PROPERTY CONVEYED TO JAMES W. MARTIN FROM JAMES THOMAS BROWNER, INDIVIDUALLY AND AS THE ADMINISTRATOR OF THE ESTATE OF DOROTHY LEE BROWNER, DECEASED BY ADMINISTRATOR'S DEED DATED APRIL 15, 2016 AND RECORDED APRIL 29, 2016 AMONG THE LAND RECORDS OF FULTON COUNTY, STATE OF GEORGIA, IN BOOK 56106, PAGE 465 INSTRUMENT NO. 2016-0172618. The debt secured by the Security Deed and evidenced by the Note and has been, and is hereby, declared due and payable because of, among other possible events of default, failure to make the payments as required by the terms of the Note. The debt remaining is in default and this sale will be made for the purpose of paying the same, all expenses of the sale, including attorney's fees (notice to collect same having been given) and all other payments provided for under the terms of the Security Deed and Note. Said property will be sold on an 'as-is' basis without any representation, warranty or recourse against the above-named or the undersigned. The sale will also be subject to the following items which may affect the title: any outstanding ad valorem taxes (including taxes which are a lien, whether or not now due and payable); the right of redemption of any taxing authority; matters which would be disclosed by an accurate survey or by an inspection of the property; all zoning ordinances; assessments; liens; encumbrances; restrictions; covenants, and any other matters of record superior to the Security Deed first set out above. To the best of the knowledge and belief of the undersigned, the owner and party in possession of the property is James W. Martin. The property, being commonly known as 1611 Westhaven Dr SW, Atlanta, GA, 30311 in Fulton County, will be sold as the property of James W. Martin, subject to any outstanding ad valorem taxes (including taxes which are a lien and not yet due and payable), any matters affecting title to the property which would be disclosed by an accurate survey and inspection thereof, and all assessments, liens, encumbrances, restrictions, covenants, and matters of record superior to the Security Deed.	[10, 44, 89, 546]
